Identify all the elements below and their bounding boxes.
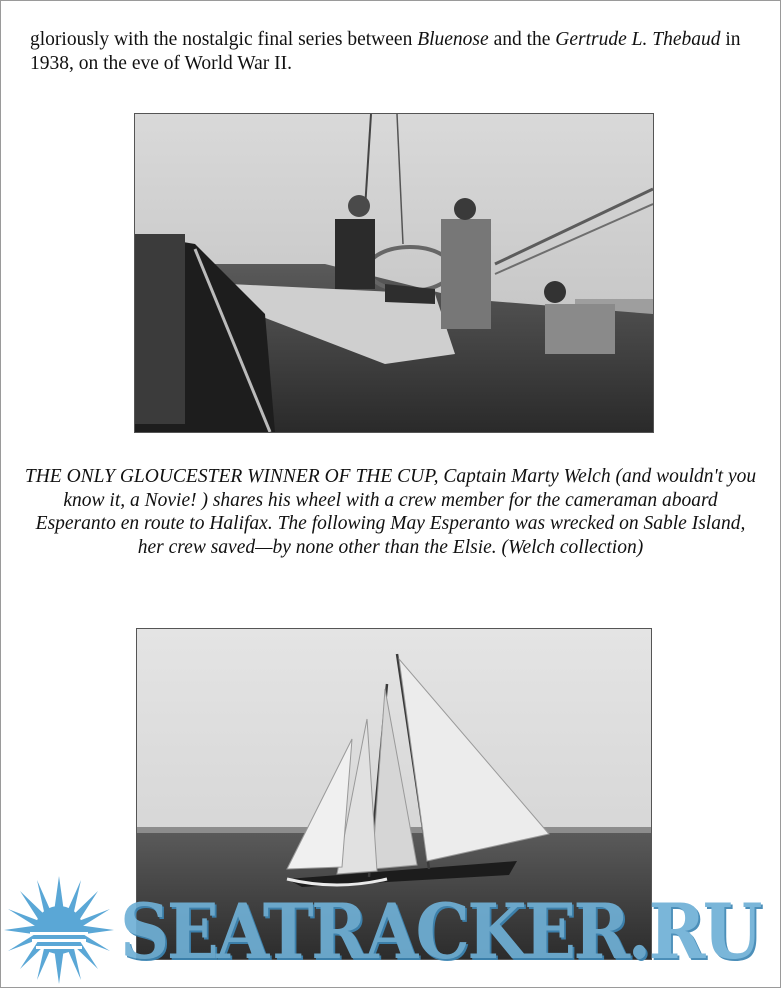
schooner-under-sail-photo (136, 628, 652, 960)
crew-at-wheel-photo (134, 113, 654, 433)
watermark-text: SEATRACKER.RU (120, 887, 760, 976)
intro-ship-name-2: Gertrude L. Thebaud (555, 29, 721, 50)
intro-text-2: and the (488, 29, 556, 50)
intro-ship-name-1: Bluenose (417, 29, 489, 50)
intro-paragraph (30, 28, 750, 76)
photo-caption: THE ONLY GLOUCESTER WINNER OF THE CUP, Captain Marty Welch (and wouldn't you know it, a Novie! ) shares his wheel with a crew member for the cameraman aboard Esperanto en route to Halifax. The following May Esperanto was wrecked on Sable Island, her crew saved—by none other than the Elsie. (Welch collection) (24, 466, 757, 558)
intro-text-1: gloriously with the nostalgic final series between (30, 29, 418, 50)
intro-text-3: in 1938, on the eve of World War II. (30, 29, 741, 74)
